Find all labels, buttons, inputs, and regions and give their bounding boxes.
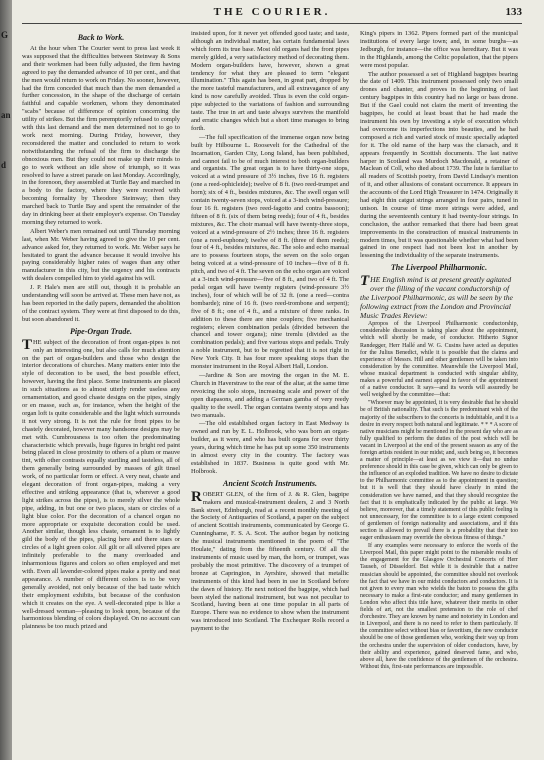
article-paragraph: —The old established organ factory in East Medway is owned and run by E. L. Holbrook, who was born an organ-builder, as it were, and who has built organs for over thirty years, during which time he has put up some 350 instruments in almost every city in the country. The factory was established in 1837. Business is quite good with Mr. Holbrook. [191, 420, 349, 475]
page-header [22, 6, 522, 22]
column-2 [191, 30, 349, 755]
article-paragraph: ROBERT GLEN, of the firm of J. & R. Glen, bagpipe makers and musical-instrument dealers, 2 and 3 North Bank street, Edinburgh, read at a recent monthly meeting of the Society of Antiquaries of Scotland, a paper on the subject of ancient Scottish instruments, communicated by George G. Cunninghame, F. S. A. Scot. The author began by noticing the musical instruments mentioned in the poem of "The Houlate," dating from the fifteenth century. Of all the instruments of music used by man, the horn, or trumpet, was probably the most primitive. The discovery of a trumpet of bronze at Caprington, in Ayrshire, showed that metallic instruments of this kind had been in use in Scotland before the dawn of history. He next noticed the bagpipe, which had been styled the national instrument, but was not peculiar to Scotland, having been at one time popular in all parts of Europe. There was no evidence to show when the instrument was introduced into Scotland. The Exchequer Rolls record a payment to the [191, 488, 349, 633]
column-3 [360, 30, 518, 755]
article-heading: Ancient Scotch Instruments. [222, 478, 318, 488]
column-1 [22, 30, 180, 755]
article-paragraph: insisted upon, for it never yet offended good taste; and taste, although an individual matter, has certain fundamental laws which form its true base. Most old organs had the front pipes merely gilded, a very satisfactory method of decorating them. Modern organ-builders have, however, shown a great tendency for what they are pleased to term "elegant illumination." This again has been, in great part, dropped by the more tasteful manufacturers, and all extravagance of any kind is now carefully avoided. Thus is even the cold organ-pipe subjected to the variations of fashion and surrounding taste. The true in art and taste always survives the manifold and erratic changes which but a short time manages to bring forth. [191, 30, 349, 132]
adjacent-page-edge [0, 0, 12, 760]
article-paragraph: THE subject of the decoration of front organ-pipes is not only an interesting one, but also calls for much attention on the part of organ-builders and those who design the interior decorations of churches. Many matters enter into the style of decoration to be used, the best possible effect, however, having the first place. Some instruments are placed in such situations as to almost utterly render useless any ornamentation, and good chaste designs on the pipes, singly or en masse, such as, for instance, when the height of the organ loft is quite considerable and the light which surrounds it not very strong. It is not the rule for front pipes to be chastely decorated, however many handsome designs may be met with. Cumbrousness is too often the predominating characteristic which prevails, huge figures in bright red paint being placed in close proximity to others of a plum or mauve tint, with other contrasts equally startling and tasteless, all of them generally being surrounded by masses of gilt tinsel work, of no particular form or effect. A very neat, chaste and elegant decoration of front organ-pipes, making a very effective and striking appearance (that is, wherever a good light strikes across the pipes), is to merely silver the whole pipe, adding, in but one or two places, stars or circles of a light blue color. For the decoration of a chancel organ no more appropriate or exquisite decoration could be used. Another similar, though less chaste, ornament is to lightly gild the body of the pipes, placing here and there stars or circles of a light green color. All gilt or all silvered pipes are infinitely preferable to the many overloaded and inharmonious figures and colors so often employed and met with. Even all lavender-colored pipes make a pretty and neat appearance. A number of different colors is to be very generally avoided, not only because of the bad taste which their employment exhibits, but because of the confusion which it creates on the eye. A well-decorated pipe is like a well-dressed woman—pleasing to look upon, because of the harmonious blending of colors displayed. On no account can plainness be too much prized and [22, 336, 180, 631]
article-heading: Back to Work. [77, 33, 125, 42]
quoted-paragraph: Apropos of the Liverpool Philharmonic conductorship, considerable discussion is taking place about the appointment, which will shortly be made, of conductor. Hitherto Signor Randegger, Herr Hallé and W. G. Cusins have acted as deputies for the Julius Benedict, while it is possible that the claims and experience of Messrs. Hill and other gentlemen will be taken into consideration by the committee. Meanwhile the Liverpool Mail, whose musical department is conducted with singular ability, makes a powerful and earnest appeal in favor of the appointment of a native conductor. It says—and its words will assuredly be well weighed by the committee—that: [360, 321, 518, 399]
article-paragraph: Albert Weber's men remained out until Thursday morning last, when Mr. Weber having agreed to give the 10 per cent. advance asked for, they returned to work. Mr. Weber says he hesitated to grant the advance because it would involve his paying considerably higher rates of wages than any other manufacturer in this city, but the urgency and his contracts with dealers compelled him to yield against his will. [22, 227, 180, 283]
quoted-paragraph: "Whoever may be appointed, it is very desirable that he should be of British nationality. That such is the predominant wish of the majority of the subscribers to the concerts is indubitable, and it is a desire in every respect both natural and legitimate. * * * A score of native musicians might be mentioned in the present day who are as fully qualified to perform the duties of the post which will be vacant in Liverpool at the end of the present season as any of the foreign artists resident in our midst; and, such being so, it becomes a matter of principle—at least as we view it—that no undue preference should in this case be given, which can only be given to the influence of an exploded tradition. We have no desire to dictate to the Philharmonic committee as to the appointment in question; but it is well that they should have clearly in mind the consideration we have named, and that they should recognize the fact that it is emphatically indicated by the public at large. We believe, moreover, that a timely statement of this public feeling is not unnecessary, for the committee is to a large extent composed of gentlemen of foreign nationality and associations, and if this section is allowed to prevail there is a probability that their too eager enthusiasm may override the obvious fitness of things." [360, 400, 518, 542]
article-paragraph: THE English mind is at present greatly agitated over the filling of the vacant conductorship of the Liverpool Philharmonic, as will be seen by the following extract from the London and Provincial Music Trades Review: [360, 273, 513, 321]
article-paragraph: The author possessed a set of Highland bagpipes bearing the date of 1409. This instrument possessed only two small drones and chanter, and proves in the beginning of last century bagpipes in this country had no large or bass drone. But if the Gael could not claim the merit of inventing the bagpipes, he could at least boast that he had made the instrument his own by investing a style of execution which had overcome its imperfections into beauties, and he had composed a rich and varied stock of music specially adapted for it. The old name of the harp was the clarsach, and it appears frequently in Scottish documents. The last native harper in Scotland was Murdoch Macdonald, a retainer of Maclean of Coll, who died about 1739. The lute is familiar to all readers of Scottish poetry, from David Lindsay's mention of it, and other allusions of constant occurrence. It appears in the accounts of the Lord High Treasurer in 1474. Originally it had eight thin catgut strings arranged in four pairs, tuned in unison. In course of time more strings were added, and during the seventeenth century it had twenty-four strings. In conclusion, the author remarked that there had been great improvements in the construction of musical instruments in modern times, but it was questionable whether what had been gained in one respect had not been lost in another by lessening the individuality of the separate instruments. [360, 70, 518, 260]
article-paragraph: At the hour when The Courier went to press last week it was supposed that the difficulties between Steinway & Sons and their workmen had been fully adjusted, the firm having agreed to pay the demanded advance of 10 per cent., and that the men would return to work on Friday. No sooner, however, had the firm conceded that much than the men demanded a further concession, in the shape of the discharge of certain faithful and capable workmen, whom they denominated "scabs" because of difference of opinion concerning the utility of strikes. But the firm peremptorily refused to comply with this last demand and the men determined not to go to work next morning. During Friday, however, they reconsidered the matter and concluded to return to work notwithstanding the refusal of the firm to discharge the obnoxious men. But they could not make up their minds to go to work without an idle show of triumph, so it was resolved to have a street parade on last Monday. Accordingly, in the forenoon, they assembled at Turtle Bay and marched in a body to the factory, where they were received with becoming formality by Theodore Steinway; then they marched back to Turtle Bay and spent the remainder of the day in drinking beer at their employer's expense. On Tuesday morning they returned to work. [22, 45, 180, 226]
article-paragraph: —Jardine & Son are moving the organ in the M. E. Church in Haverstraw to the rear of the altar, at the same time revoicing the solo stops, increasing scale and power of the open diapasons, and adding a German gamba of very reedy quality to the swell. The organ contains twenty stops and has two manuals. [191, 371, 349, 419]
article-paragraph: —The full specification of the immense organ now being built by Hilbourne L. Roosevelt for the Cathedral of the Incarnation, Garden City, Long Island, has been published, and cannot fail to be of much interest to both organ-builders and organists. The great organ is to have thirty-one stops, voiced at a wind pressure of 3½ inches, five 16 ft. registers (one a reed-ophicleide); twelve of 8 ft. (two reed-trumpet and horn); six of 4 ft., besides mixtures, &c. The swell organ will contain twenty-seven stops, voiced at a 3-inch wind-pressure; four 16 ft. registers (two reed-fagotto and contra bassoon); fifteen of 8 ft. (six of them being reeds); four of 4 ft., besides mixtures, &c. The choir manual will have twenty-three stops, voiced at a wind-pressure of 2½ inches; three 16 ft. registers (one a reed-euphone); twelve of 8 ft. (three of them reeds); four of 4 ft., besides mixtures, &c. The solo and echo manual are to possess fourteen stops, the seven on the solo organ being voiced at a wind-pressure of 10 inches—five of 8 ft. pitch, and two of 4 ft. The seven on the echo organ are voiced at a 3-inch wind-pressure—five of 8 ft., and two of 4 ft. The pedal organ will have twenty registers (wind-pressure 3½ inches), four of which will be of 32 ft. (one a reed—contra bombarde); nine of 16 ft. (two reed-trombone and serpent); five of 8 ft.; one of 4 ft., and a mixture of three ranks. In addition to these there are nine couplers; five mechanical registers; eleven combination pedals (divided between the chancel and tower organs); nine tremlu (divided as the combination pedals); and five various stops and pedals. Truly a noble instrument, but to be regretted that it is not right in New York City. It has four more speaking stops than the monster instrument in the Royal Albert Hall, London. [191, 133, 349, 371]
binding-fragment: G [1, 30, 9, 40]
article-heading: Pipe-Organ Trade. [70, 326, 132, 336]
quoted-paragraph: If any examples were necessary to enforce the words of the Liverpool Mail, this paper might point to the miserable results of the engagement for the Glasgow Orchestral Concerts of Herr Tauseh, of Düsseldorf. But while it is desirable that a native musician should be appointed, the committee should not overlook the fact that we have in our midst conductors and conductors. It is not given to every man who wields the baton to possess the gifts necessary to make a first-rate conductor; and many gentlemen in London who affect this title have, whatever their merits in other fields of art, not the smallest pretension to the role of chef d'orchestre. They are known by name and notoriety in London and in Liverpool, and there is no need to refer to them particularly. If the committee select without bias or favoritism, the new conductor should be one of those gentlemen who, working their way up from the orchestra under the supervision of older conductors, have, by their ability and experience, gained deserved fame, and who, above all, have the confidence of the gentlemen of the orchestra. Without this, first-rate performances are impossible. [360, 543, 518, 670]
header-rule [22, 23, 522, 24]
binding-fragment: an [1, 110, 11, 120]
article-paragraph: J. P. Hale's men are still out, though it is probable an understanding will soon be arrived at. These men have not, as has been reported in the daily papers, demanded the abolition of the contract system. They were at first disposed to do this, but soon abandoned it. [22, 284, 180, 323]
article-heading: The Liverpool Philharmonic. [390, 263, 488, 273]
masthead-title: THE COURIER. [213, 6, 331, 18]
article-paragraph: King's pipers in 1362. Pipers formed part of the municipal institutions of every large town; and, in some burghs—as Jedburgh, for instance—the office was hereditary. But it was in the Highlands, among the Celtic population, that the pipers were most popular. [360, 30, 518, 69]
binding-fragment: d [1, 160, 7, 170]
page-number: 133 [505, 6, 522, 18]
